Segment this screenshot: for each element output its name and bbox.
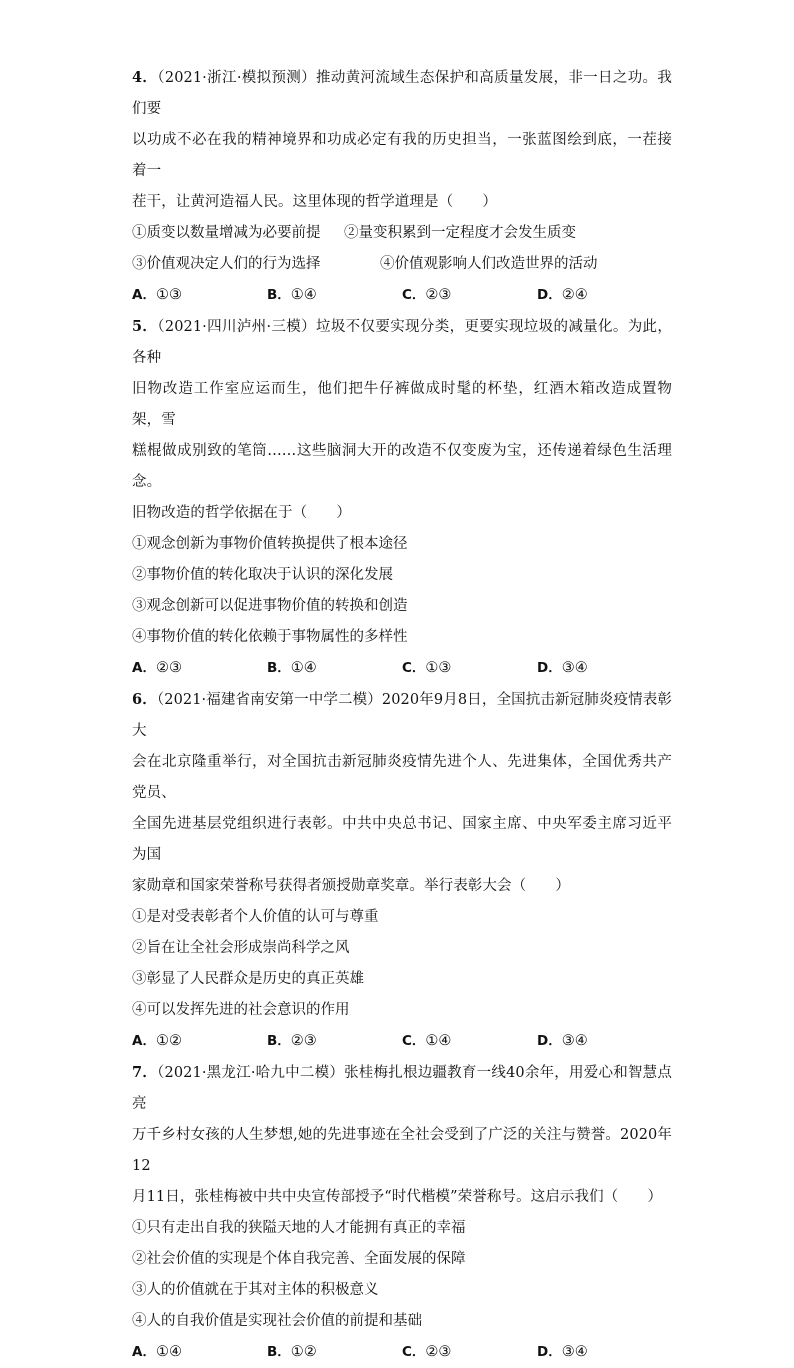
stem-line: 张桂梅扎根边疆教育一线40余年，用爱心和智慧点亮 [132, 1065, 673, 1112]
exam-page [132, 62, 672, 1368]
option-4[interactable]: ④人的自我价值是实现社会价值的前提和基础 [132, 1313, 422, 1329]
stem-line: 垃圾不仅要实现分类，更要实现垃圾的减量化。为此，各种 [132, 319, 672, 366]
option-4[interactable]: ④事物价值的转化依赖于事物属性的多样性 [132, 629, 408, 645]
stem-line: 万千乡村女孩的人生梦想,她的先进事迹在全社会受到了广泛的关注与赞誉。2020年12 [132, 1127, 672, 1174]
answer-c[interactable]: C．①③ [402, 660, 452, 676]
option-4[interactable]: ④价值观影响人们改造世界的活动 [380, 256, 598, 272]
answer-b[interactable]: B．①④ [267, 660, 317, 676]
stem-line: 家勋章和国家荣誉称号获得者颁授勋章奖章。举行表彰大会（ ） [132, 878, 570, 894]
question-7 [132, 1057, 672, 1368]
answer-a[interactable]: A．①④ [132, 1344, 182, 1360]
answer-d[interactable]: D．③④ [537, 1033, 588, 1049]
question-4-answers [132, 280, 672, 311]
option-2[interactable]: ②社会价值的实现是个体自我完善、全面发展的保障 [132, 1251, 466, 1267]
question-source: （2021·福建省南安第一中学二模） [156, 692, 382, 708]
question-5 [132, 311, 672, 684]
question-number: 6． [132, 691, 157, 708]
stem-line: 2020年9月8日，全国抗击新冠肺炎疫情表彰大 [132, 692, 672, 739]
option-row [132, 218, 672, 249]
answer-b[interactable]: B．①④ [267, 287, 317, 303]
option-1[interactable]: ①观念创新为事物价值转换提供了根本途径 [132, 536, 408, 552]
answer-d[interactable]: D．③④ [537, 1344, 588, 1360]
question-6 [132, 684, 672, 1057]
option-3[interactable]: ③彰显了人民群众是历史的真正英雄 [132, 971, 364, 987]
stem-line: 糕棍做成别致的笔筒……这些脑洞大开的改造不仅变废为宝，还传递着绿色生活理念。 [132, 443, 672, 490]
stem-line: 旧物改造的哲学依据在于（ ） [132, 505, 351, 521]
option-row [132, 249, 672, 280]
question-number: 7． [132, 1064, 158, 1081]
answer-a[interactable]: A．②③ [132, 660, 182, 676]
question-6-stem [132, 684, 672, 902]
answer-c[interactable]: C．①④ [402, 1033, 452, 1049]
option-3[interactable]: ③观念创新可以促进事物价值的转换和创造 [132, 598, 408, 614]
stem-line: 以功成不必在我的精神境界和功成必定有我的历史担当，一张蓝图绘到底，一茬接着一 [132, 132, 672, 179]
option-4[interactable]: ④可以发挥先进的社会意识的作用 [132, 1002, 350, 1018]
stem-line: 推动黄河流域生态保护和高质量发展，非一日之功。我们要 [132, 70, 672, 117]
question-source: （2021·浙江·模拟预测） [157, 70, 316, 86]
answer-a[interactable]: A．①③ [132, 287, 182, 303]
stem-line: 全国先进基层党组织进行表彰。中共中央总书记、国家主席、中央军委主席习近平为国 [132, 816, 672, 863]
answer-c[interactable]: C．②③ [402, 287, 452, 303]
option-1[interactable]: ①只有走出自我的狭隘天地的人才能拥有真正的幸福 [132, 1220, 466, 1236]
question-5-stem [132, 311, 672, 529]
question-source: （2021·四川泸州·三模） [157, 319, 316, 335]
question-number: 4． [132, 69, 158, 86]
question-6-options [132, 902, 672, 1026]
answer-b[interactable]: B．①② [267, 1344, 317, 1360]
option-2[interactable]: ②量变积累到一定程度才会发生质变 [344, 225, 576, 241]
option-3[interactable]: ③人的价值就在于其对主体的积极意义 [132, 1282, 379, 1298]
option-2[interactable]: ②事物价值的转化取决于认识的深化发展 [132, 567, 393, 583]
option-1[interactable]: ①质变以数量增减为必要前提 [132, 225, 321, 241]
answer-b[interactable]: B．②③ [267, 1033, 317, 1049]
option-1[interactable]: ①是对受表彰者个人价值的认可与尊重 [132, 909, 379, 925]
question-7-stem [132, 1057, 672, 1213]
question-5-answers [132, 653, 672, 684]
answer-a[interactable]: A．①② [132, 1033, 182, 1049]
stem-line: 茬干，让黄河造福人民。这里体现的哲学道理是（ ） [132, 194, 497, 210]
question-4 [132, 62, 672, 311]
option-3[interactable]: ③价值观决定人们的行为选择 [132, 256, 321, 272]
question-5-options [132, 529, 672, 653]
stem-line: 旧物改造工作室应运而生，他们把牛仔裤做成时髦的杯垫，红酒木箱改造成置物架，雪 [132, 381, 672, 428]
answer-c[interactable]: C．②③ [402, 1344, 452, 1360]
question-7-options [132, 1213, 672, 1337]
question-source: （2021·黑龙江·哈九中二模） [157, 1065, 345, 1081]
stem-line: 会在北京隆重举行，对全国抗击新冠肺炎疫情先进个人、先进集体，全国优秀共产党员、 [132, 754, 672, 801]
option-2[interactable]: ②旨在让全社会形成崇尚科学之风 [132, 940, 350, 956]
stem-line: 月11日，张桂梅被中共中央宣传部授予“时代楷模”荣誉称号。这启示我们（ ） [132, 1189, 663, 1205]
answer-d[interactable]: D．③④ [537, 660, 588, 676]
question-7-answers [132, 1337, 672, 1368]
question-number: 5． [132, 318, 158, 335]
answer-d[interactable]: D．②④ [537, 287, 588, 303]
question-4-options [132, 218, 672, 280]
question-4-stem [132, 62, 672, 218]
question-6-answers [132, 1026, 672, 1057]
